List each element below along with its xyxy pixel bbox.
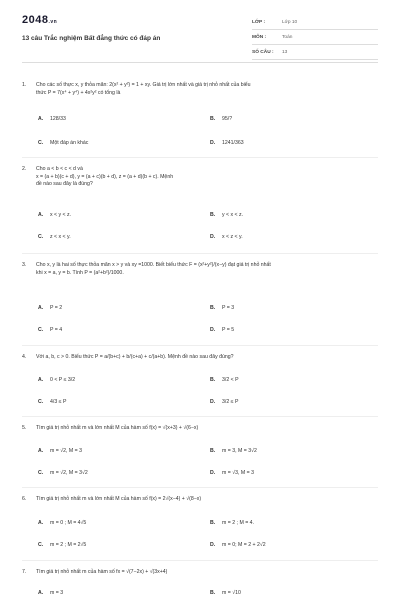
- option-a[interactable]: A. 128/33: [38, 116, 66, 122]
- question-stem: Tìm giá trị nhỏ nhất m của hàm số fx = √(7−2x) + √(3x+4): [36, 569, 168, 575]
- meta-row-class: LỚP : Lớp 10: [252, 15, 378, 30]
- option-b[interactable]: B. y < x < z.: [210, 212, 244, 218]
- question-stem: Với a, b, c > 0. Biểu thức P = a/(b+c) + b/(c+a) + c/(a+b). Mệnh đề nào sau đây đúng?: [36, 354, 234, 360]
- option-c[interactable]: C. 4/3 ≤ P: [38, 399, 67, 405]
- option-a[interactable]: A. m = 0 ; M = 4√5: [38, 520, 87, 526]
- option-d[interactable]: D. P = 5: [210, 327, 235, 333]
- option-b[interactable]: B. P = 3: [210, 305, 235, 311]
- option-d[interactable]: D. x < z < y.: [210, 234, 243, 240]
- question-5: 5. Tìm giá trị nhỏ nhất m và lớn nhất M của hàm số f(x) = √(x+3) + √(6−x): [22, 425, 378, 433]
- option-b[interactable]: B. m = 2 ; M = 4.: [210, 520, 255, 526]
- question-separator: [22, 253, 378, 254]
- option-b[interactable]: B. m = 3, M = 3√2: [210, 448, 257, 454]
- option-d[interactable]: D. m = √3, M = 3: [210, 470, 254, 476]
- meta-info: [252, 15, 378, 60]
- site-logo[interactable]: 2048.vn: [22, 14, 58, 26]
- question-stem: Tìm giá trị nhỏ nhất m và lớn nhất M của hàm số f(x) = √(x+3) + √(6−x): [36, 425, 199, 431]
- option-a[interactable]: A. m = √2, M = 3: [38, 448, 82, 454]
- question-separator: [22, 345, 378, 346]
- option-b[interactable]: B. 3/2 < P: [210, 377, 239, 383]
- question-1: 1. Cho các số thực x, y thỏa mãn: 2(x² + y²) = 1 + xy. Giá trị lớn nhất và giá trị nhỏ nhất của biểu thức P = 7(x⁴ + y⁴) + 4x²y² có tổng là: [22, 82, 378, 97]
- option-a[interactable]: A. m = 3: [38, 590, 64, 596]
- question-separator: [22, 416, 378, 417]
- option-b[interactable]: B. 95/?: [210, 116, 233, 122]
- question-stem: Cho a < b < c < d và x = (a + b)(c + d), y = (a + c)(b + d), z = (a + d)(b + c). Mệnh đề nào sau đây là đúng?: [36, 166, 174, 187]
- question-separator: [22, 157, 378, 158]
- question-6: 6. Tìm giá trị nhỏ nhất m và lớn nhất M của hàm số f(x) = 2√(x−4) + √(8−x): [22, 496, 378, 504]
- question-stem: Cho các số thực x, y thỏa mãn: 2(x² + y²) = 1 + xy. Giá trị lớn nhất và giá trị nhỏ nhất của biểu thức P = 7(x⁴ + y⁴) + 4x²y² có tổng là: [36, 82, 251, 96]
- question-4: 4. Với a, b, c > 0. Biểu thức P = a/(b+c) + b/(c+a) + c/(a+b). Mệnh đề nào sau đây đúng?: [22, 354, 378, 362]
- option-c[interactable]: C. z < x < y.: [38, 234, 71, 240]
- option-d[interactable]: D. 1241/363: [210, 140, 244, 146]
- header-divider: [22, 62, 378, 63]
- meta-row-count: SỐ CÂU : 13: [252, 45, 378, 60]
- option-b[interactable]: B. m = √10: [210, 590, 241, 596]
- option-a[interactable]: A. P = 2: [38, 305, 63, 311]
- question-stem: Tìm giá trị nhỏ nhất m và lớn nhất M của hàm số f(x) = 2√(x−4) + √(8−x): [36, 496, 202, 502]
- option-d[interactable]: D. 3/2 ≤ P: [210, 399, 239, 405]
- question-separator: [22, 487, 378, 488]
- page-title: 13 câu Trắc nghiệm Bất đẳng thức có đáp án: [22, 35, 161, 42]
- option-a[interactable]: A. 0 < P ≤ 3/2: [38, 377, 76, 383]
- question-7: 7. Tìm giá trị nhỏ nhất m của hàm số fx = √(7−2x) + √(3x+4): [22, 569, 378, 577]
- meta-row-subject: MÔN : Toán: [252, 30, 378, 45]
- question-separator: [22, 560, 378, 561]
- option-c[interactable]: C. P = 4: [38, 327, 63, 333]
- option-d[interactable]: D. m = 0; M = 2 + 2√2: [210, 542, 266, 548]
- question-2: 2. Cho a < b < c < d và x = (a + b)(c + d), y = (a + c)(b + d), z = (a + d)(b + c). Mệnh đề nào sau đây là đúng?: [22, 166, 378, 189]
- option-c[interactable]: C. Một đáp án khác: [38, 140, 89, 146]
- option-c[interactable]: C. m = 2 ; M = 2√5: [38, 542, 87, 548]
- question-stem: Cho x, y là hai số thực thỏa mãn x > y và xy =1000. Biết biểu thức F = (x²+y²)/(x−y) đạt giá trị nhỏ nhất khi x = a, y = b. Tính P = (a²+b²)/1000.: [36, 262, 271, 276]
- option-a[interactable]: A. x < y < z.: [38, 212, 72, 218]
- question-3: 3. Cho x, y là hai số thực thỏa mãn x > y và xy =1000. Biết biểu thức F = (x²+y²)/(x−y) đạt giá trị nhỏ nhất khi x = a, y = b. Tính P = (a²+b²)/1000.: [22, 262, 378, 277]
- option-c[interactable]: C. m = √2, M = 3√2: [38, 470, 88, 476]
